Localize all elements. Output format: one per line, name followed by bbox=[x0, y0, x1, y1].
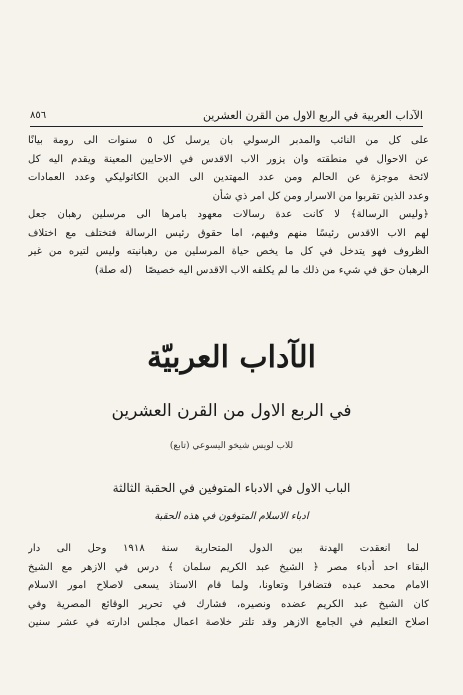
body-line: الامام محمد عبده فتضافرا وتعاونا، ولما قام الاستاذ يسعى لاصلاح امور الاسلام bbox=[28, 580, 429, 591]
text-line: لهم الاب الاقدس رئيسًا منهم وفيهم، اما حقوق رئيس الرسالة فتختلف مع اختلاف bbox=[28, 227, 429, 239]
running-head-title: الآداب العربية في الربع الاول من القرن العشرين bbox=[202, 109, 423, 122]
chapter-heading: الباب الاول في الادباء المتوفين في الحقبة الثالثة bbox=[112, 481, 351, 495]
body-line: لما انعقدت الهدنة بين الدول المتحاربة سنة ١٩١٨ وحل الى دار bbox=[28, 543, 419, 554]
text-line: عن الاحوال في منطقته وان يزور الاب الاقدس في الاحايين المعينة ويقدم اليه كل bbox=[28, 153, 429, 165]
running-head bbox=[30, 108, 423, 127]
article-title: الآداب العربيّة bbox=[147, 340, 316, 375]
body-line: كان الشيخ عبد الكريم عضده ونصيره، فشارك في تحرير الوقائع المصرية وفي bbox=[28, 598, 429, 610]
previous-article-text bbox=[28, 132, 429, 280]
text-line: ﴿وليس الرسالة﴾ لا كانت عدة رسالات معهود بامرها الى مرسلين رهبان جعل bbox=[28, 209, 429, 220]
page-number: ٨٥٦ bbox=[30, 110, 47, 121]
body-line: اصلاح التعليم في الجامع الازهر وقد تلتر خلاصة اعمال مجلس ادارته في عشر سنين bbox=[28, 617, 429, 628]
body-line: البقاء احد أدباء مصر ﴿ الشيخ عبد الكريم سلمان ﴾ درس في الازهر مع الشيخ bbox=[28, 561, 429, 573]
text-line: على كل من النائب والمدبر الرسولي بان يرسل كل ٥ سنوات الى رومة بيانًا bbox=[28, 135, 429, 146]
text-line: وعدد الذين تقربوا من الاسرار ومن كل امر ذي شأن bbox=[212, 190, 429, 202]
text-line: لائحة موجزة عن الحالم ومن عدد المهتدين الى الدين الكاثوليكي وعدد العمادات bbox=[28, 172, 429, 183]
text-line: الظروف فهو يتدخل في كل ما يخص حياة المرسلين من رهبانيته وليس لتيره من غير bbox=[28, 246, 429, 257]
article-subtitle: في الربع الاول من القرن العشرين bbox=[111, 401, 352, 421]
text-line-content: الرهبان حق في شيء من ذلك ما لم يكلفه الاب الاقدس اليه خصيصًا bbox=[145, 264, 429, 276]
article-body bbox=[28, 540, 429, 633]
article-author: للاب لويس شيخو اليسوعي (تابع) bbox=[169, 441, 294, 451]
continued-mark: (له صلة) bbox=[94, 264, 133, 276]
text-line-last bbox=[28, 262, 429, 281]
section-heading: ادباء الاسلام المتوفون في هذه الحقبة bbox=[154, 511, 309, 522]
